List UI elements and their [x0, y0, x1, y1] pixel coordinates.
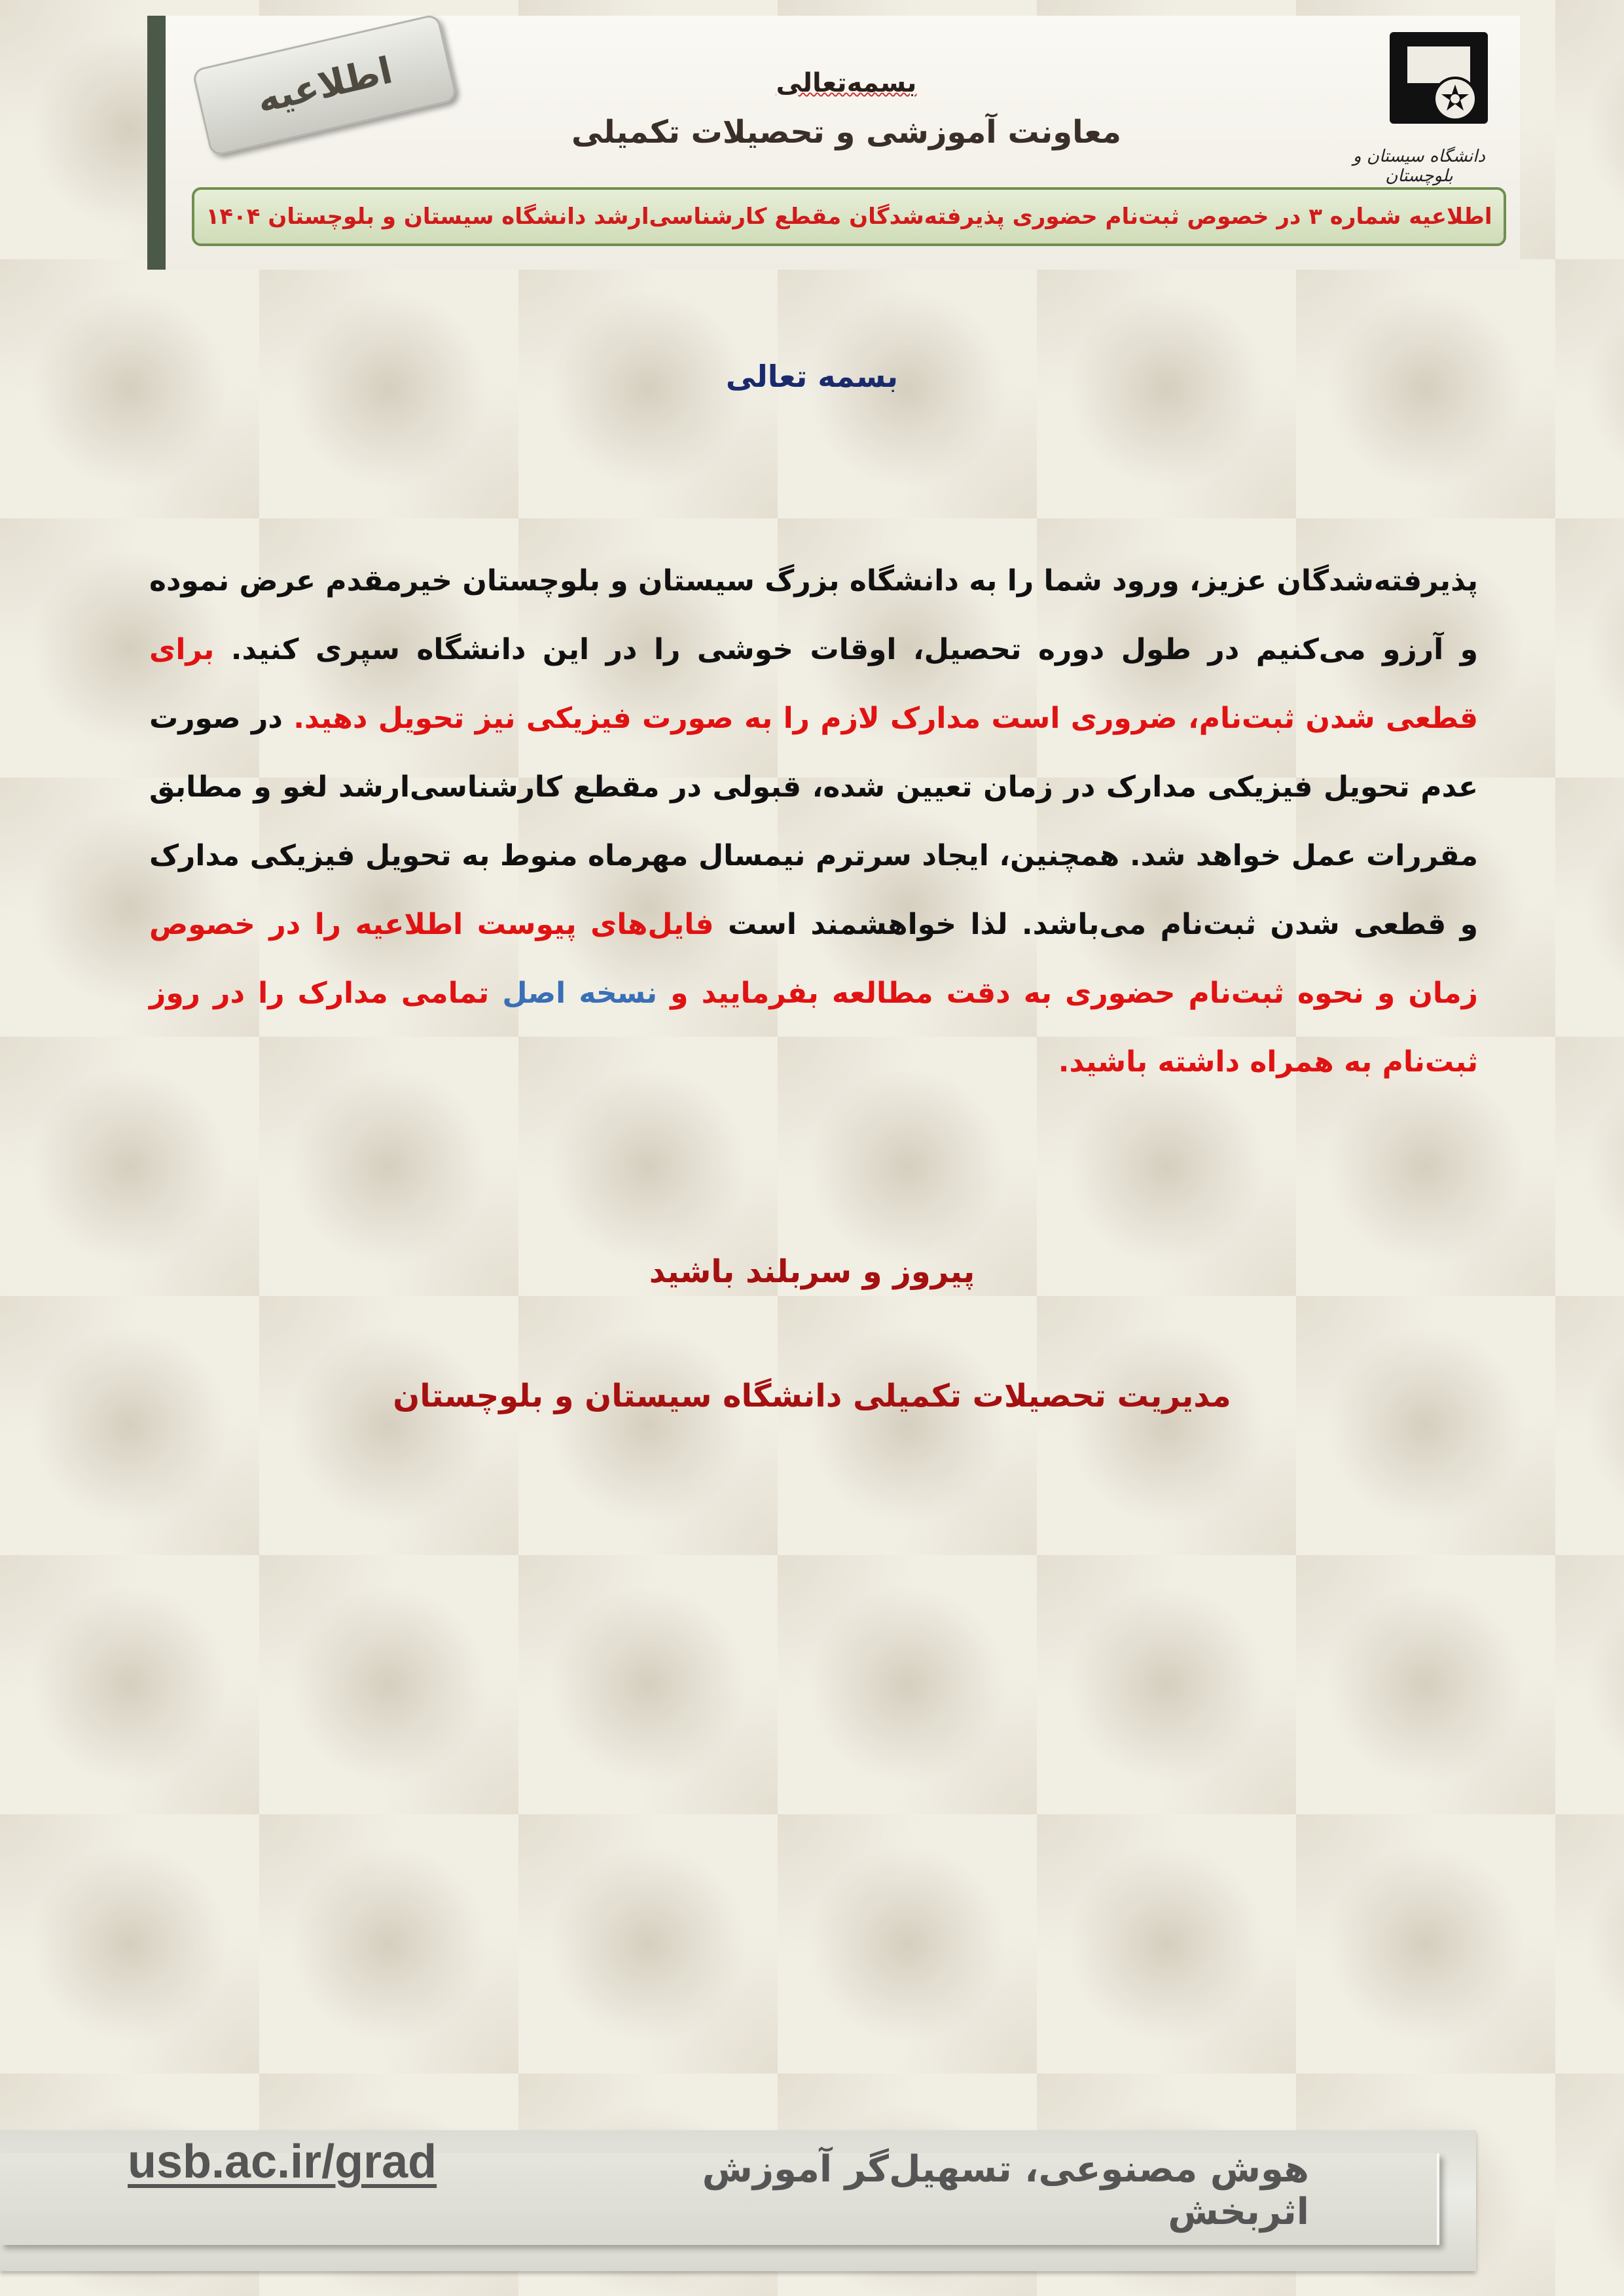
header-bismillah: بسمه‌تعالی — [776, 68, 917, 98]
deputy-title: معاونت آموزشی و تحصیلات تکمیلی — [571, 114, 1121, 151]
paragraph-original-copy: نسخه اصل — [502, 977, 658, 1010]
footer-slogan: هوش مصنوعی، تسهیل‌گر آموزش اثربخش — [702, 2148, 1309, 2233]
paragraph-cancellation-rule: در صورت عدم تحویل فیزیکی مدارک در زمان تعیین شده، قبولی در مقطع کارشناسی‌ارشد لغو و مطابق مقررات عمل خواهد شد. همچنین، ایجاد سرترم نیمسال مهرماه منوط به تحویل فیزیکی مدارک و قطعی شدن ثبت‌نام می‌باشد. لذا خواهشمند است — [149, 702, 1478, 941]
paragraph-bring-documents: تمامی مدارک را در روز ثبت‌نام به همراه داشته باشید. — [149, 977, 1478, 1079]
footer-website-link[interactable]: usb.ac.ir/grad — [128, 2136, 437, 2188]
paragraph-attachments-notice: فایل‌های پیوست اطلاعیه را در خصوص زمان و نحوه ثبت‌نام حضوری به دقت مطالعه بفرمایید و — [149, 908, 1479, 1010]
announcement-paragraph — [149, 547, 1478, 1096]
announcement-title-bar — [192, 187, 1506, 246]
announcement-header — [147, 16, 1520, 270]
paragraph-physical-delivery-notice: برای قطعی شدن ثبت‌نام، ضروری است مدارک لازم را به صورت فیزیکی نیز تحویل دهید. — [149, 633, 1478, 735]
bismillah-heading: بسمه تعالی — [725, 359, 899, 394]
stamp-label: اطلاعیه — [253, 48, 397, 122]
announcement-stamp — [192, 13, 458, 156]
signature: مدیریت تحصیلات تکمیلی دانشگاه سیستان و بلوچستان — [393, 1378, 1231, 1414]
paragraph-welcome: پذیرفته‌شدگان عزیز، ورود شما را به دانشگاه بزرگ سیستان و بلوچستان خیرمقدم عرض نموده و آرزو می‌کنیم در طول دوره تحصیل، اوقات خوشی را در این دانشگاه سپری کنید. — [149, 564, 1478, 666]
closing-wish: پیروز و سربلند باشید — [649, 1253, 975, 1290]
logo-caption: دانشگاه سیستان و بلوچستان — [1353, 147, 1485, 186]
announcement-title: اطلاعیه شماره ۳ در خصوص ثبت‌نام حضوری پذیرفته‌شدگان مقطع کارشناسی‌ارشد دانشگاه سیستان و بلوچستان ۱۴۰۴ — [206, 204, 1492, 230]
